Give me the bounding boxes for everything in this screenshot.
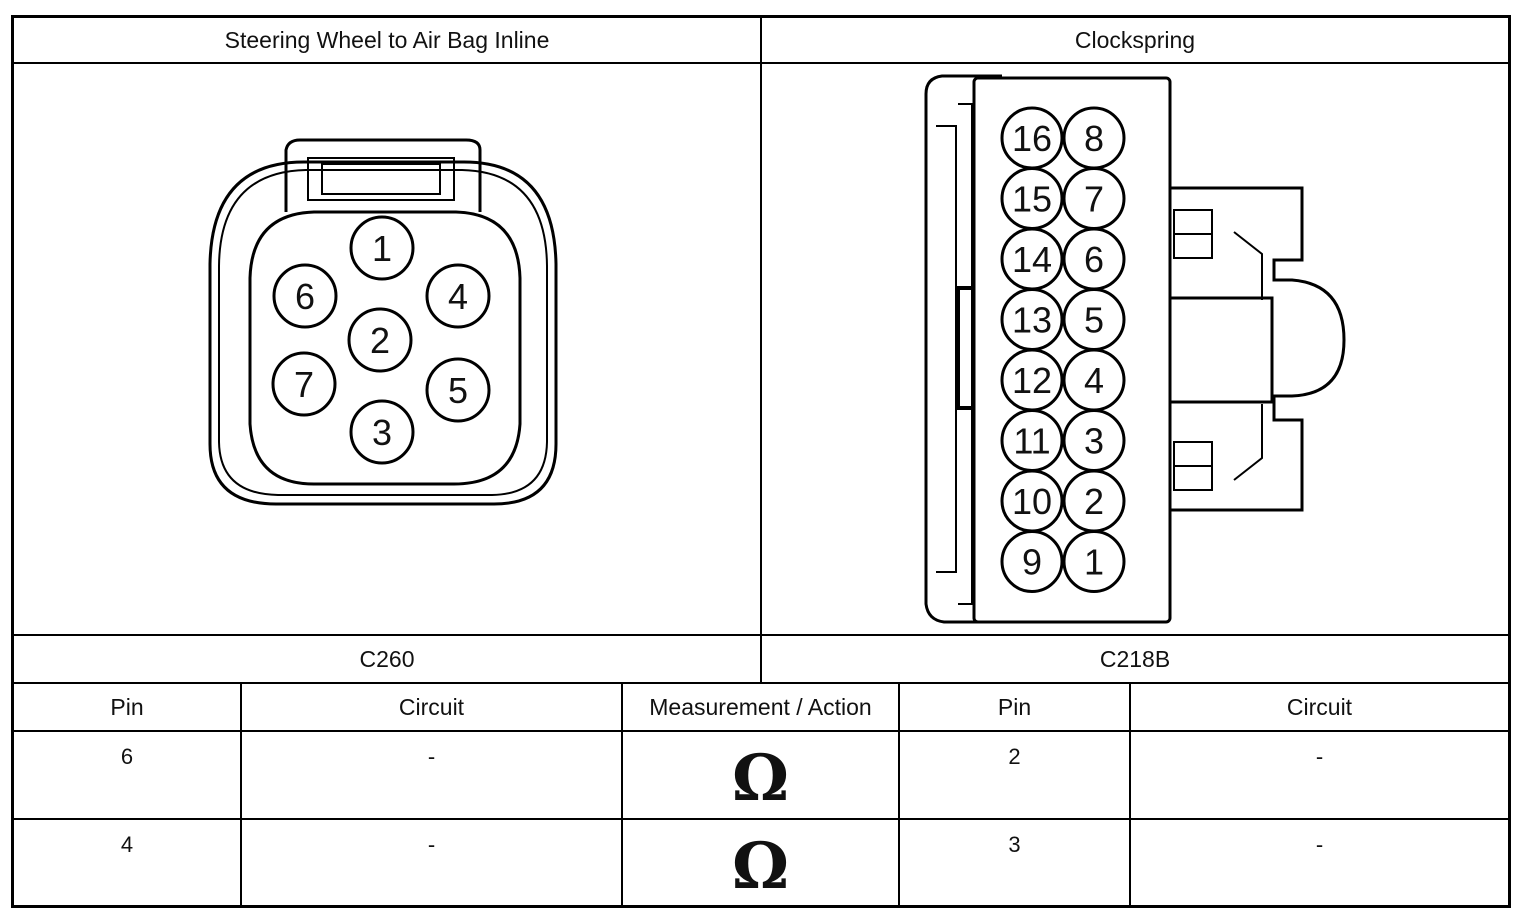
connector-id-left: C260 bbox=[359, 645, 415, 672]
table-header-circuit-b: Circuit bbox=[1286, 693, 1353, 720]
c218b-pin-2 bbox=[1064, 471, 1124, 531]
c218b-pin-1-label: 1 bbox=[1083, 541, 1105, 583]
c218b-pin-6-label: 6 bbox=[1083, 239, 1105, 280]
c260-pin-4 bbox=[427, 265, 489, 327]
c260-pin-2-label: 2 bbox=[369, 320, 391, 361]
c218b-pin-15-label: 15 bbox=[1011, 178, 1053, 220]
c218b-pin-13 bbox=[1002, 290, 1062, 350]
c218b-pin-11 bbox=[1002, 411, 1062, 471]
c218b-pin-9 bbox=[1002, 532, 1062, 592]
c218b-rear-housing bbox=[926, 76, 1002, 622]
c260-pin-1-label: 1 bbox=[371, 228, 393, 269]
c218b-pin-7-label: 7 bbox=[1083, 178, 1105, 220]
c218b-pin-7 bbox=[1064, 169, 1124, 229]
row-2-circuit-a: - bbox=[427, 832, 436, 857]
c260-latch bbox=[286, 140, 480, 212]
c218b-pin-14 bbox=[1002, 229, 1062, 289]
c218b-pin-1 bbox=[1064, 532, 1124, 592]
header-left-title: Steering Wheel to Air Bag Inline bbox=[224, 26, 550, 53]
table-header-measurement: Measurement / Action bbox=[649, 693, 872, 720]
c260-pin-7-label: 7 bbox=[293, 364, 315, 405]
row-2-ohm-icon: Ω bbox=[732, 828, 789, 904]
c218b-pin-10-label: 10 bbox=[1011, 481, 1053, 522]
c260-pin-2 bbox=[349, 309, 411, 371]
c218b-pin-15 bbox=[1002, 169, 1062, 229]
c218b-pin-13-label: 13 bbox=[1011, 299, 1053, 341]
c260-pin-4-label: 4 bbox=[447, 276, 469, 317]
header-right-title: Clockspring bbox=[1074, 26, 1196, 53]
row-2-pin-a: 4 bbox=[120, 832, 134, 857]
c218b-pin-2-label: 2 bbox=[1083, 481, 1105, 522]
c218b-pin-8 bbox=[1064, 108, 1124, 168]
c218b-pin-16 bbox=[1002, 108, 1062, 168]
c260-pin-7 bbox=[273, 353, 335, 415]
c218b-pin-5 bbox=[1064, 290, 1124, 350]
c260-pin-3 bbox=[351, 401, 413, 463]
c260-pin-5 bbox=[427, 359, 489, 421]
c260-pin-5-label: 5 bbox=[447, 370, 469, 411]
c218b-pin-14-label: 14 bbox=[1011, 239, 1053, 280]
c260-pin-6 bbox=[274, 265, 336, 327]
table-header-circuit-a: Circuit bbox=[398, 693, 465, 720]
connector-id-right: C218B bbox=[1099, 645, 1171, 672]
row-1-pin-b: 2 bbox=[1008, 744, 1021, 769]
row-1-circuit-b: - bbox=[1315, 744, 1324, 769]
c218b-pin-11-label: 11 bbox=[1013, 420, 1051, 462]
c260-pin-1 bbox=[351, 217, 413, 279]
row-1-pin-a: 6 bbox=[120, 744, 134, 769]
c218b-connector-diagram bbox=[762, 64, 1508, 634]
c260-connector-diagram bbox=[14, 64, 760, 634]
row-1-circuit-a: - bbox=[427, 744, 436, 769]
table-header-pin-a: Pin bbox=[110, 693, 144, 720]
c218b-pin-16-label: 16 bbox=[1011, 118, 1053, 159]
c218b-pin-3-label: 3 bbox=[1083, 420, 1105, 462]
c218b-pin-12-label: 12 bbox=[1011, 360, 1053, 401]
c218b-pin-6 bbox=[1064, 229, 1124, 289]
c218b-pin-4-label: 4 bbox=[1083, 360, 1105, 401]
c218b-pin-3 bbox=[1064, 411, 1124, 471]
c260-pin-3-label: 3 bbox=[371, 412, 393, 453]
table-header-pin-b: Pin bbox=[997, 693, 1032, 720]
row-1-ohm-icon: Ω bbox=[732, 740, 789, 816]
row-2-circuit-b: - bbox=[1315, 832, 1324, 857]
c218b-pin-12 bbox=[1002, 350, 1062, 410]
c218b-pin-8-label: 8 bbox=[1083, 118, 1105, 159]
c218b-pin-4 bbox=[1064, 350, 1124, 410]
c218b-pin-10 bbox=[1002, 471, 1062, 531]
c260-pin-6-label: 6 bbox=[294, 276, 316, 317]
c218b-pin-5-label: 5 bbox=[1083, 299, 1105, 341]
row-2-pin-b: 3 bbox=[1008, 832, 1021, 857]
c218b-pin-9-label: 9 bbox=[1021, 541, 1043, 583]
